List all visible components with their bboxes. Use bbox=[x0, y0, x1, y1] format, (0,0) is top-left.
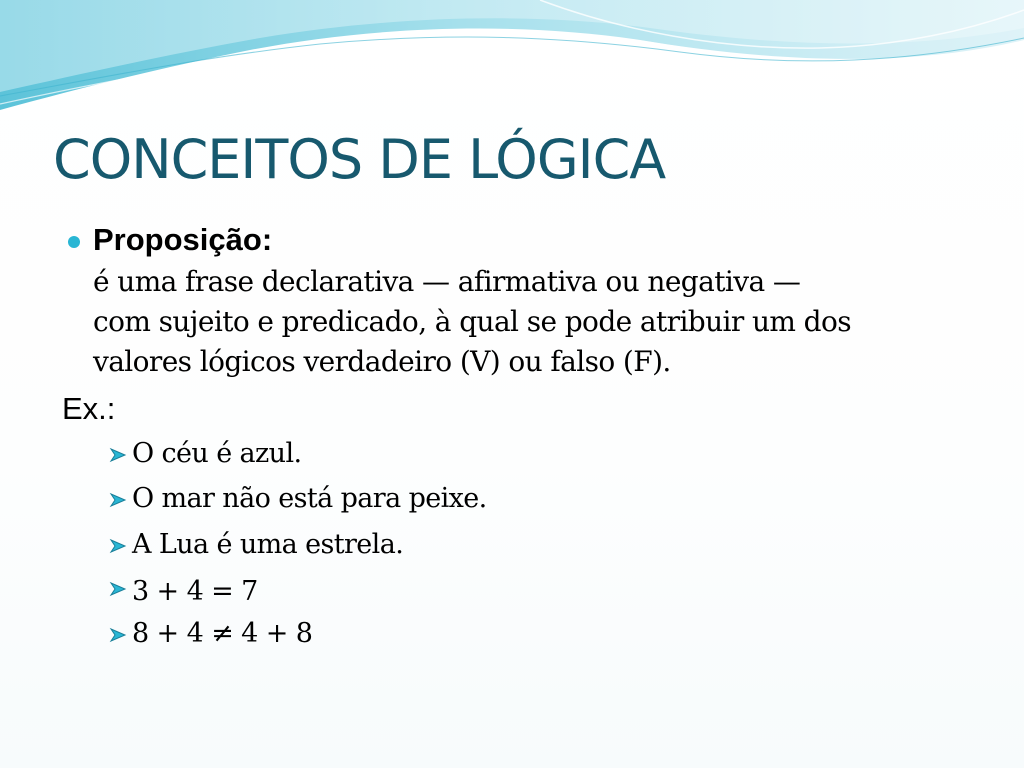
wave-banner bbox=[0, 0, 1024, 130]
bullet-dot-icon bbox=[68, 236, 80, 248]
example-item bbox=[108, 618, 312, 649]
example-text: 8 + 4 ≠ 4 + 8 bbox=[132, 618, 313, 649]
arrow-head-icon bbox=[108, 490, 132, 510]
example-text: O céu é azul. bbox=[132, 438, 302, 469]
example-text: A Lua é uma estrela. bbox=[132, 529, 404, 560]
arrow-head-icon bbox=[108, 587, 132, 599]
definition-line: é uma frase declarativa — afirmativa ou negativa — bbox=[93, 265, 801, 298]
definition-text bbox=[93, 262, 993, 382]
definition-line: valores lógicos verdadeiro (V) ou falso (F). bbox=[93, 345, 671, 378]
example-text: 3 + 4 = 7 bbox=[132, 576, 258, 607]
arrow-head-icon bbox=[108, 536, 132, 556]
arrow-head-icon bbox=[108, 445, 132, 465]
slide-title: CONCEITOS DE LÓGICA bbox=[53, 128, 666, 191]
example-item bbox=[108, 483, 487, 514]
example-item bbox=[108, 576, 258, 607]
example-item bbox=[108, 438, 301, 469]
arrow-head-icon bbox=[108, 625, 132, 645]
example-text: O mar não está para peixe. bbox=[132, 483, 487, 514]
examples-label: Ex.: bbox=[62, 391, 116, 426]
term-proposicao: Proposição: bbox=[93, 222, 273, 257]
definition-line: com sujeito e predicado, à qual se pode atribuir um dos bbox=[93, 305, 852, 338]
example-item bbox=[108, 529, 403, 560]
